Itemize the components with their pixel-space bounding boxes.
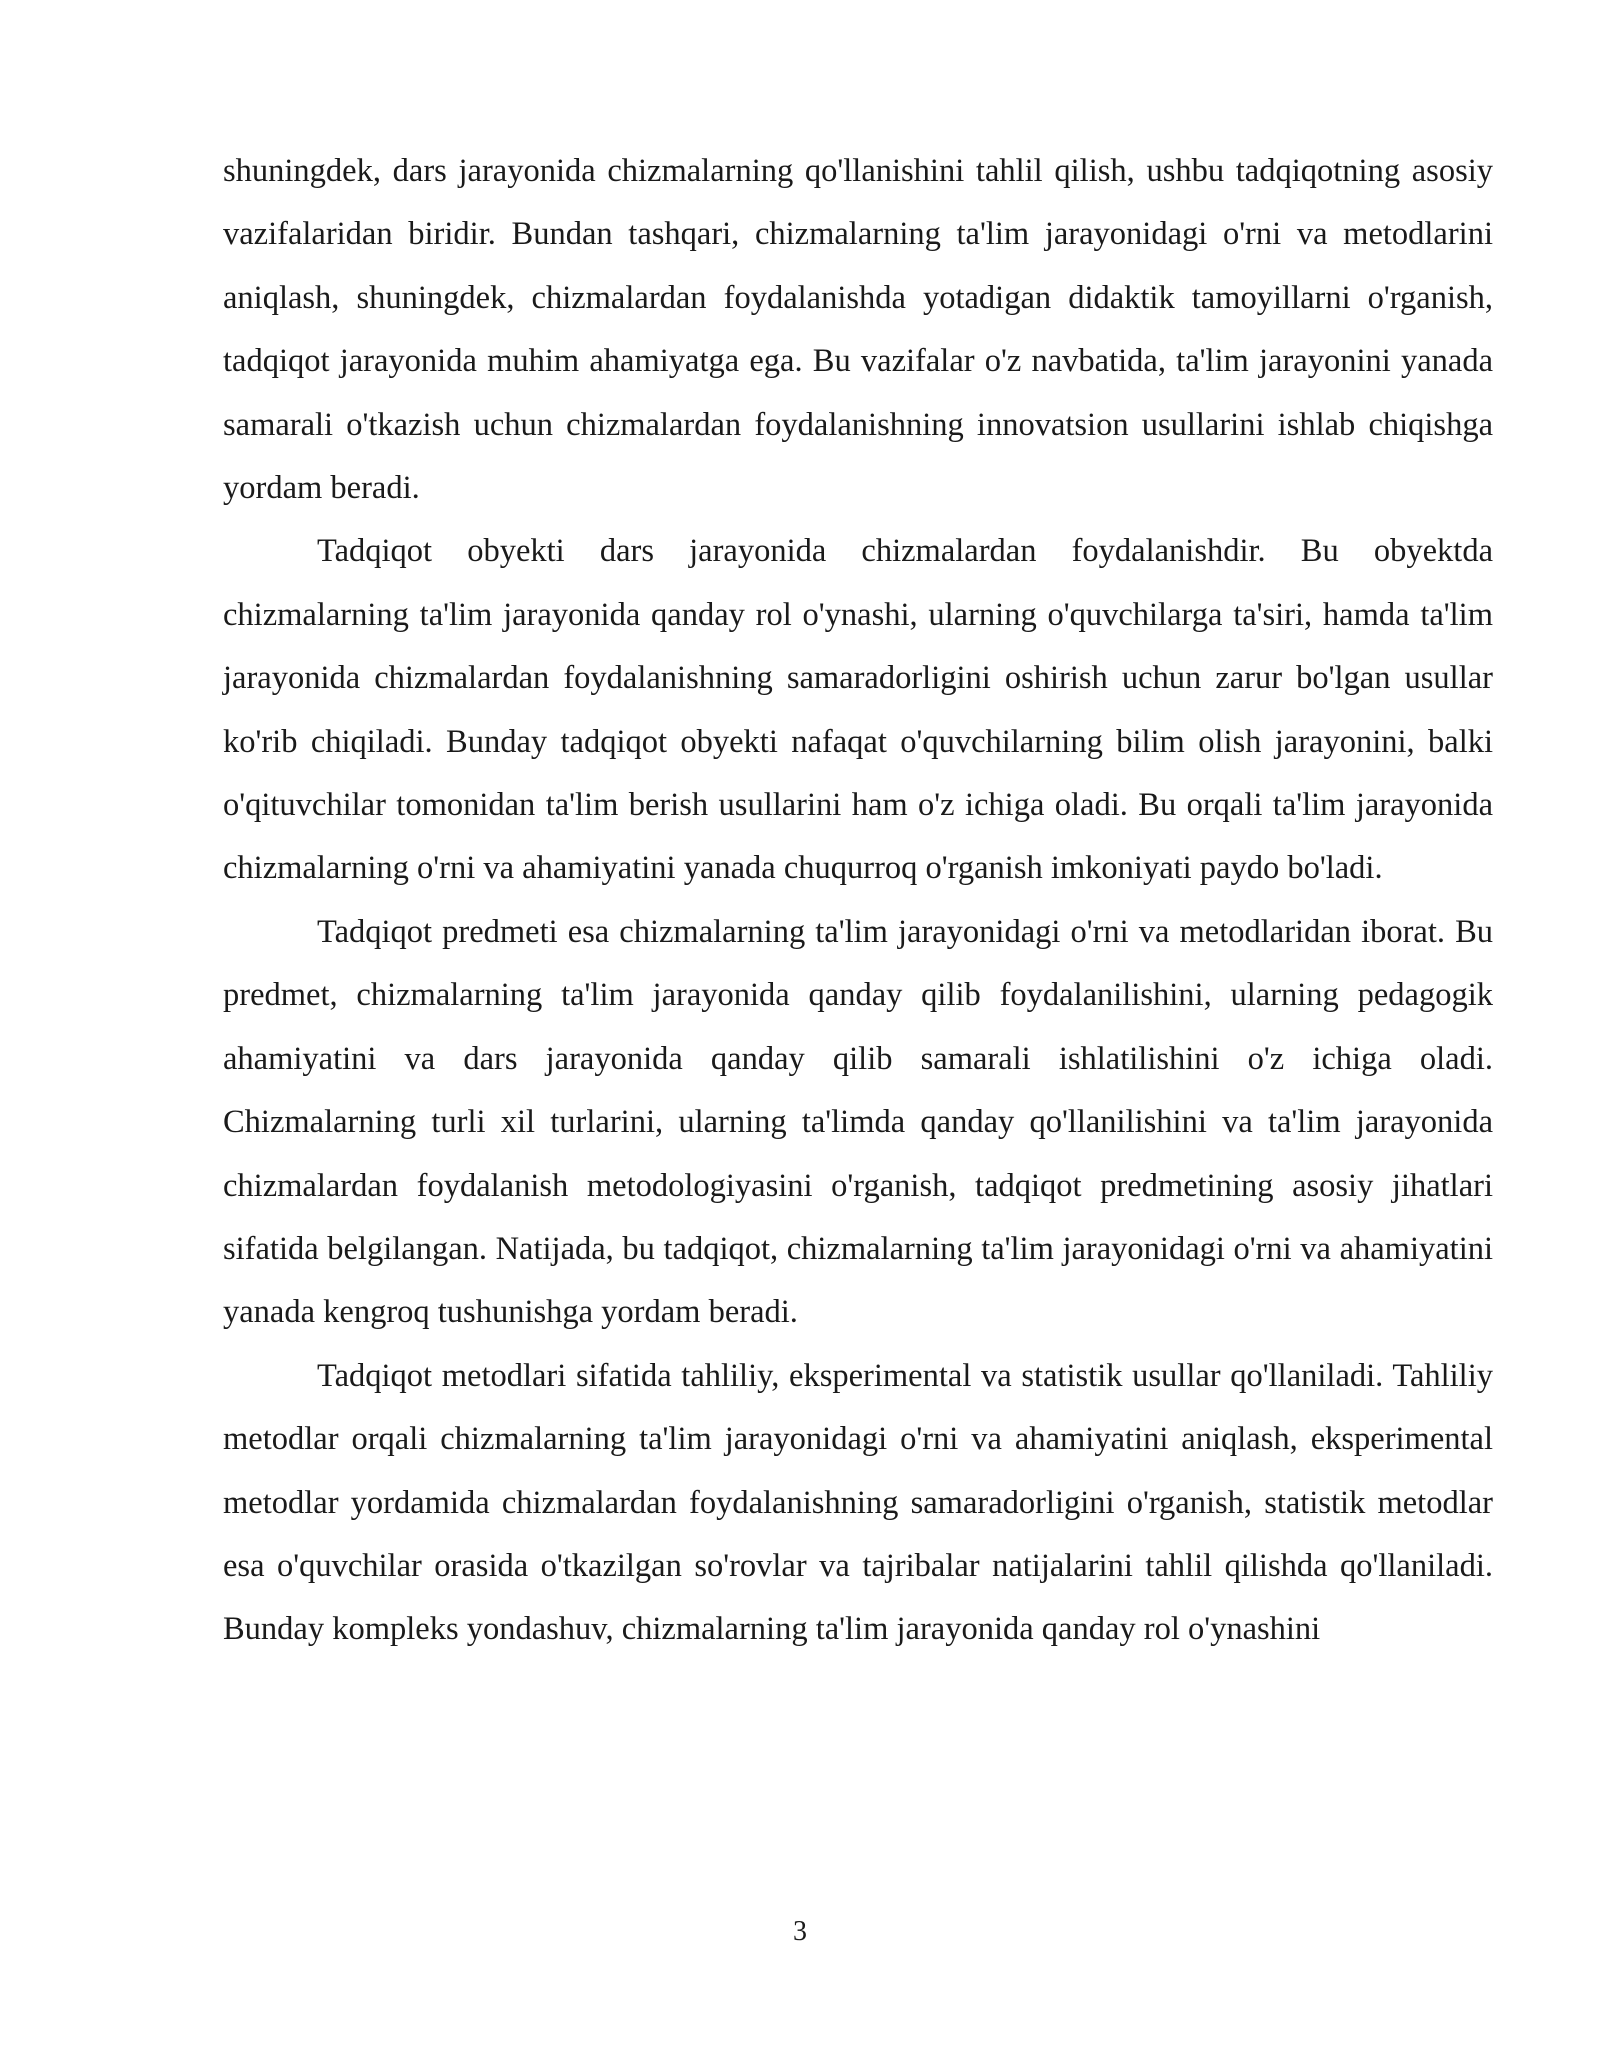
page-number: 3 bbox=[793, 1916, 807, 1947]
paragraph-continuation: shuningdek, dars jarayonida chizmalarning qo'llanishini tahlil qilish, ushbu tadqiqotning asosiy vazifalaridan biridir. Bundan tashqari, chizmalarning ta'lim jarayonidagi o'rni va metodlarini aniqlash, shuningdek, chizmalardan foydalanishda yotadigan didaktik tamoyillarni o'rganish, tadqiqot jarayonida muhim ahamiyatga ega. Bu vazifalar o'z navbatida, ta'lim jarayonini yanada samarali o'tkazish uchun chizmalardan foydalanishning innovatsion usullarini ishlab chiqishga yordam beradi. bbox=[223, 153, 1493, 507]
paragraph-research-subject: Tadqiqot predmeti esa chizmalarning ta'lim jarayonidagi o'rni va metodlaridan iborat. Bu predmet, chizmalarning ta'lim jarayonida qanday qilib foydalanilishini, ularning pedagogik ahamiyatini va dars jarayonida qanday qilib samarali ishlatilishini o'z ichiga oladi. Chizmalarning turli xil turlarini, ularning ta'limda qanday qo'llanilishini va ta'lim jarayonida chizmalardan foydalanish metodologiyasini o'rganish, tadqiqot predmetining asosiy jihatlari sifatida belgilangan. Natijada, bu tadqiqot, chizmalarning ta'lim jarayonidagi o'rni va ahamiyatini yanada kengroq tushunishga yordam beradi. bbox=[223, 913, 1493, 1331]
paragraph-research-methods: Tadqiqot metodlari sifatida tahliliy, eksperimental va statistik usullar qo'llaniladi. Tahliliy metodlar orqali chizmalarning ta'lim jarayonidagi o'rni va ahamiyatini aniqlash, eksperimental metodlar yordamida chizmalardan foydalanishning samaradorligini o'rganish, statistik metodlar esa o'quvchilar orasida o'tkazilgan so'rovlar va tajribalar natijalarini tahlil qilishda qo'llaniladi. Bunday kompleks yondashuv, chizmalarning ta'lim jarayonida qanday rol o'ynashini bbox=[223, 1357, 1493, 1648]
document-body bbox=[223, 140, 1493, 1662]
paragraph-research-object: Tadqiqot obyekti dars jarayonida chizmalardan foydalanishdir. Bu obyektda chizmalarning ta'lim jarayonida qanday rol o'ynashi, ularning o'quvchilarga ta'siri, hamda ta'lim jarayonida chizmalardan foydalanishning samaradorligini oshirish uchun zarur bo'lgan usullar ko'rib chiqiladi. Bunday tadqiqot obyekti nafaqat o'quvchilarning bilim olish jarayonini, balki o'qituvchilar tomonidan ta'lim berish usullarini ham o'z ichiga oladi. Bu orqali ta'lim jarayonida chizmalarning o'rni va ahamiyatini yanada chuqurroq o'rganish imkoniyati paydo bo'ladi. bbox=[223, 533, 1493, 887]
